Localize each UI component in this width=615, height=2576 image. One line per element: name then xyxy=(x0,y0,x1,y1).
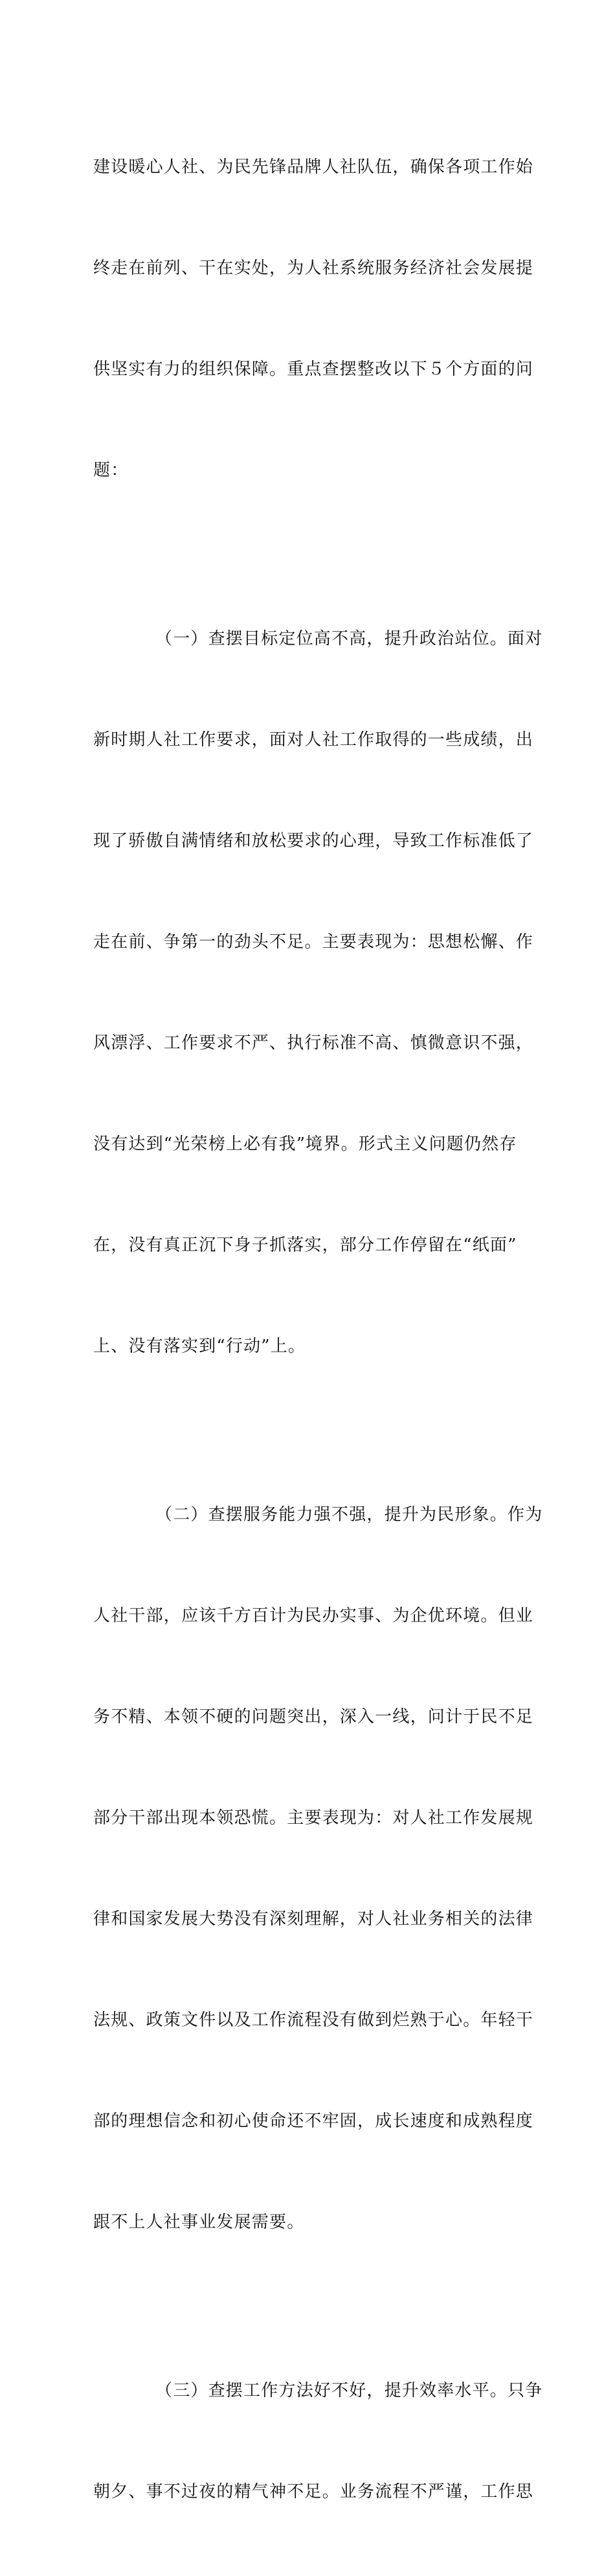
paragraph-section-3 xyxy=(93,2306,543,2576)
text-line: 上、没有落实到“行动”上。 xyxy=(93,1337,306,1356)
text-line: 风漂浮、工作要求不严、执行标准不高、慎微意识不强， xyxy=(93,1033,534,1053)
text-line: 没有达到“光荣榜上必有我”境界。形式主义问题仍然存 xyxy=(93,1134,517,1154)
text-line: 终走在前列、干在实处，为人社系统服务经济社会发展提 xyxy=(93,259,534,278)
text-line: 务不精、本领不硬的问题突出，深入一线，问计于民不足 xyxy=(93,1707,534,1727)
section-heading-line: （二）查摆服务能力强不强，提升为民形象。作为 xyxy=(155,1505,543,1524)
text-line: 在，没有真正沉下身子抓落实，部分工作停留在“纸面” xyxy=(93,1236,517,1255)
text-line: 部分干部出现本领恐慌。主要表现为：对人社工作发展规 xyxy=(93,1808,534,1828)
paragraph-section-1 xyxy=(93,555,543,1431)
section-heading-line: （三）查摆工作方法好不好，提升效率水平。只争 xyxy=(155,2381,543,2400)
text-line: 朝夕、事不过夜的精气神不足。业务流程不严谨，工作思 xyxy=(93,2482,534,2501)
paragraph-intro-continuation xyxy=(93,83,534,555)
text-line: 部的理想信念和初心使命还不牢固，成长速度和成熟程度 xyxy=(93,2111,534,2131)
text-line: 人社干部，应该千方百计为民办实事、为企优环境。但业 xyxy=(93,1606,534,1626)
text-line: 法规、政策文件以及工作流程没有做到烂熟于心。年轻干 xyxy=(93,2010,534,2030)
text-line: 律和国家发展大势没有深刻理解，对人社业务相关的法律 xyxy=(93,1909,534,1929)
paragraph-section-2 xyxy=(93,1431,543,2306)
text-line: 走在前、争第一的劲头不足。主要表现为：思想松懈、作 xyxy=(93,932,534,952)
text-line: 供坚实有力的组织保障。重点查摆整改以下５个方面的问 xyxy=(93,360,534,379)
section-heading-line: （一）查摆目标定位高不高，提升政治站位。面对 xyxy=(155,629,543,649)
text-line: 建设暖心人社、为民先锋品牌人社队伍，确保各项工作始 xyxy=(93,157,534,177)
document-body xyxy=(93,83,543,2576)
text-line: 题： xyxy=(93,461,129,480)
text-line: 新时期人社工作要求，面对人社工作取得的一些成绩，出 xyxy=(93,730,534,750)
text-line: 现了骄傲自满情绪和放松要求的心理，导致工作标准低了 xyxy=(93,831,534,851)
text-line: 跟不上人社事业发展需要。 xyxy=(93,2213,305,2232)
